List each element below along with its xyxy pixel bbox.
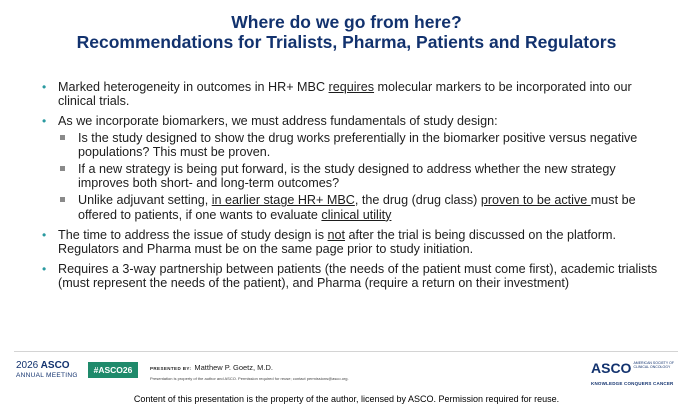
underlined-text: in earlier stage HR+ MBC (211, 193, 355, 208)
underlined-text: proven to be active (480, 193, 591, 208)
bullet-item-4: • Requires a 3-way partnership between patients (the needs of the patient must come first), academic trialists (must represent the needs of the patient), and Pharma (require a return on their investment) (42, 262, 658, 291)
underlined-text: not (327, 227, 346, 242)
permission-notice: Presentation is property of the author and ASCO. Permission required for reuse; contact permissions@asco.org. (150, 376, 349, 381)
presenter-line (150, 363, 273, 372)
bullet-dot-icon: • (42, 262, 47, 277)
bullet-item-2: • As we incorporate biomarkers, we must address fundamentals of study design: Is the study designed to show the drug works preferentially in the biomarker positive versus negative populations? This must be proven. If a new strategy is being put forward, is the study designed to address whether the new strategy improves both short- and long-term outcomes? Unlike adjuvant setting, in earlier stage HR+ MBC, the drug (drug class) proven to be active must be offered to patients, if one wants to evaluate clinical utility (36, 114, 666, 221)
title-line-1: Where do we go from here? (231, 12, 462, 32)
sub-bullet-2: If a new strategy is being put forward, is the study designed to address whether the new strategy improves both short- and long-term outcomes? (58, 162, 666, 190)
square-bullet-icon (60, 166, 65, 171)
presenter-name: Matthew P. Goetz, M.D. (194, 363, 274, 372)
presented-by-label: PRESENTED BY: (150, 366, 192, 371)
asco-meeting-logo: 2026 ASCO ANNUAL MEETING (16, 360, 78, 379)
slide-title (0, 12, 693, 52)
title-line-2: Recommendations for Trialists, Pharma, Patients and Regulators (76, 32, 617, 52)
square-bullet-icon (60, 197, 65, 202)
bullet-item-3: • The time to address the issue of study design is not after the trial is being discussed on the platform. Regulators and Pharma must be on the same page prior to study initiation. (42, 227, 616, 257)
bullet-item-1: • Marked heterogeneity in outcomes in HR+ MBC requires molecular markers to be incorporated into our clinical trials. (42, 80, 632, 109)
square-bullet-icon (60, 135, 65, 140)
underlined-text: requires (328, 80, 375, 94)
sub-bullet-3: Unlike adjuvant setting, in earlier stage HR+ MBC, the drug (drug class) proven to be active must be offered to patients, if one wants to evaluate clinical utility (58, 193, 666, 221)
footer-divider (14, 351, 678, 352)
asco-logo: ASCO AMERICAN SOCIETY OF CLINICAL ONCOLOGY KNOWLEDGE CONQUERS CANCER (591, 360, 675, 386)
bullet-list (36, 80, 666, 297)
sub-bullet-1: Is the study designed to show the drug works preferentially in the biomarker positive versus negative populations? This must be proven. (58, 131, 666, 159)
underlined-text: clinical utility (321, 207, 392, 222)
hashtag-badge: #ASCO26 (88, 362, 138, 378)
bullet-dot-icon: • (42, 114, 47, 129)
bullet-dot-icon: • (42, 227, 47, 242)
bullet-dot-icon: • (42, 80, 47, 94)
copyright-caption: Content of this presentation is the property of the author, licensed by ASCO. Permission required for reuse. (133, 394, 560, 404)
